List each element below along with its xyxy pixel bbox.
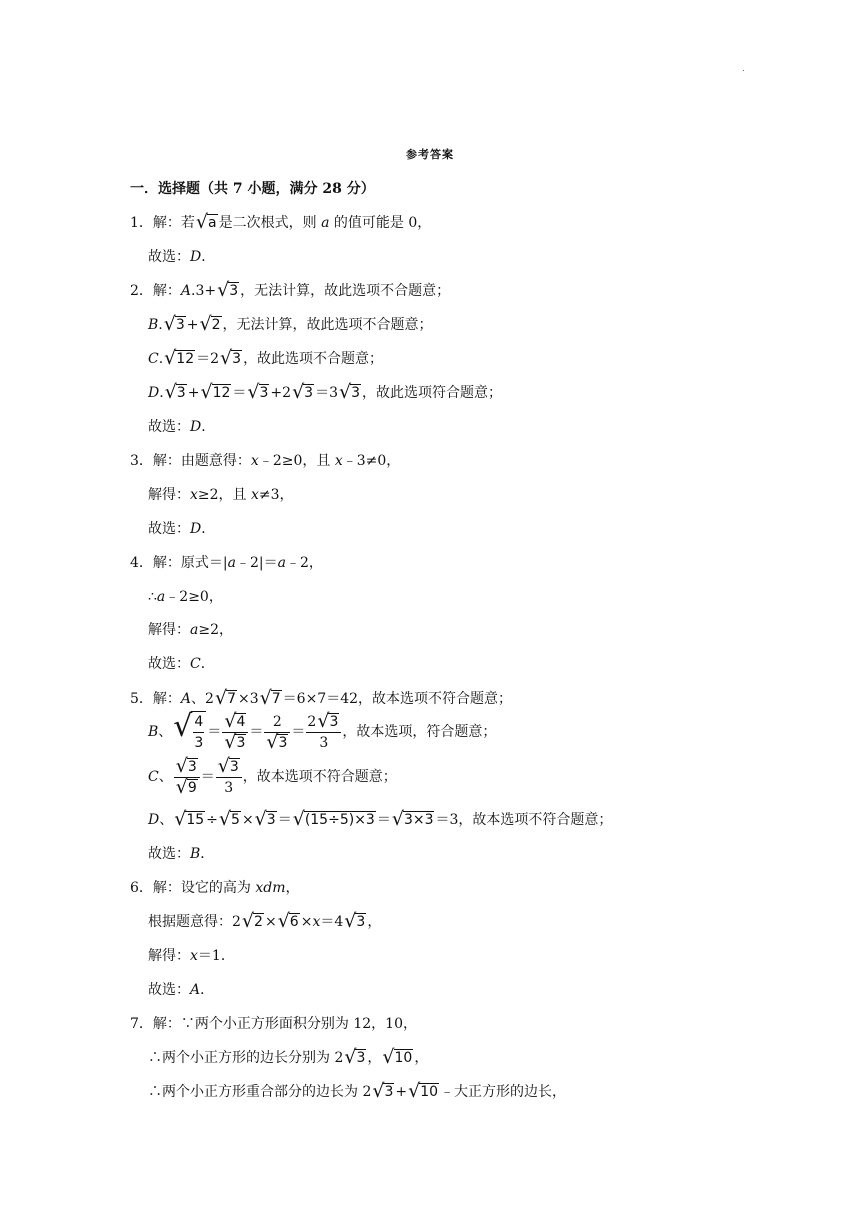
q7-line-3: ∴两个小正方形重合部分的边长为 2 √ 3 + √ 10 ﹣大正方形的边长， [148,1080,567,1102]
section-heading: 一．选择题（共 7 小题，满分 28 分） [130,181,375,197]
radical: √ (15÷5)×3 [292,808,375,830]
fraction: 2 √ 3 [264,712,290,753]
radical: √ 3 [372,1080,394,1102]
q4-line-1: 4．解：原式＝|a﹣2|＝a﹣2， [130,555,323,571]
radical: √ 3×3 [391,808,434,830]
q6-line-3: 解得：x＝1． [148,948,235,964]
radical: √ 3 [217,279,239,301]
radical: √ 3 [247,381,269,403]
q3-choice: 故选：D． [148,521,216,537]
radical: √ 3 [344,1046,366,1068]
radical: √ 3 [164,381,186,403]
q6-line-1: 6．解：设它的高为 xdm， [130,880,300,896]
radical: √ 7 [214,687,236,709]
q5-choice: 故选：B． [148,846,215,862]
fraction: √ 4 √ 3 [222,712,248,753]
q3-line-2: 解得：x≥2，且 x≠3， [148,487,294,503]
q1-line-1: 1．解：若 √ a 是二次根式，则 a 的值可能是 0， [130,211,432,233]
q7-number: 7． [130,1016,153,1032]
q2-line-b: B. √ 3 + √ 2 ，无法计算，故此选项不合题意； [148,313,433,335]
q5-number: 5． [130,691,153,707]
radical: √ 3 [292,381,314,403]
q6-line-2: 根据题意得：2 √ 2 × √ 6 ×x＝4 √ 3 ， [148,910,382,932]
radical: √ 10 [408,1080,439,1102]
fraction: 2 √ 3 3 [306,712,341,753]
q4-choice: 故选：C． [148,656,215,672]
q6-number: 6． [130,880,153,896]
q2-number: 2． [130,283,153,299]
radical: √ 3 [220,347,242,369]
q5-line-b: B 、 √ $\frac{4}{3}$ ＝ √ 4 √ 3 ＝ 2 √ 3 ＝ 2 √ 3 3 ，故本选项，符合题意； [148,709,497,753]
radical: √ 15 [174,808,205,830]
q7-line-1: 7．解：∵两个小正方形面积分别为 12，10， [130,1016,417,1032]
radical: √ 3 [339,381,361,403]
radical: √ 12 [200,381,231,403]
q4-line-2: ∴a﹣2≥0， [148,589,223,605]
fraction: √ 3 3 [216,757,242,798]
q2-line-d: D. √ 3 + √ 12 ＝ √ 3 +2 √ 3 ＝3 √ 3 ，故此选项符合题意； [148,381,503,403]
radical: √ 3 [254,808,276,830]
radical: √ 3 [344,910,366,932]
radical: √ 12 [164,347,195,369]
radical: √ 7 [259,687,281,709]
radical: √ 5 [218,808,240,830]
q7-line-2: ∴两个小正方形的边长分别为 2 √ 3 ， √ 10 ， [148,1046,429,1068]
radical: √ 3 [163,313,185,335]
q5-line-a: 5．解：A、2 √ 7 ×3 √ 7 ＝6×7＝42，故本选项不符合题意； [130,687,513,709]
q6-choice: 故选：A． [148,982,215,998]
radical: √ 10 [382,1046,413,1068]
q1-number: 1． [130,215,153,231]
fraction: √ 3 √ 9 [174,757,200,798]
page-mark: . [742,64,745,74]
radical: √ $\frac{4}{3}$ [173,711,206,753]
q4-number: 4． [130,555,153,571]
q4-line-3: 解得：a≥2， [148,622,233,638]
radical: √ 2 [241,910,263,932]
q1-choice: 故选：D． [148,249,216,265]
radical: √ 6 [277,910,299,932]
q5-line-c: C 、 √ 3 √ 9 ＝ √ 3 3 ，故本选项不符合题意； [148,754,397,798]
q2-choice: 故选：D． [148,419,216,435]
q5-line-d: D、 √ 15 ÷ √ 5 × √ 3 ＝ √ (15÷5)×3 ＝ √ 3×3 ＝3，故本选项不符合题意； [148,808,613,830]
radical: √ 2 [199,313,221,335]
q3-number: 3． [130,453,153,469]
q2-line-a: 2．解：A.3+ √ 3 ，无法计算，故此选项不合题意； [130,279,451,301]
q3-line-1: 3．解：由题意得：x﹣2≥0，且 x﹣3≠0， [130,453,401,469]
page-title: 参考答案 [406,148,454,161]
radical: √ a [195,211,217,233]
q2-line-c: C. √ 12 ＝2 √ 3 ，故此选项不合题意； [148,347,384,369]
